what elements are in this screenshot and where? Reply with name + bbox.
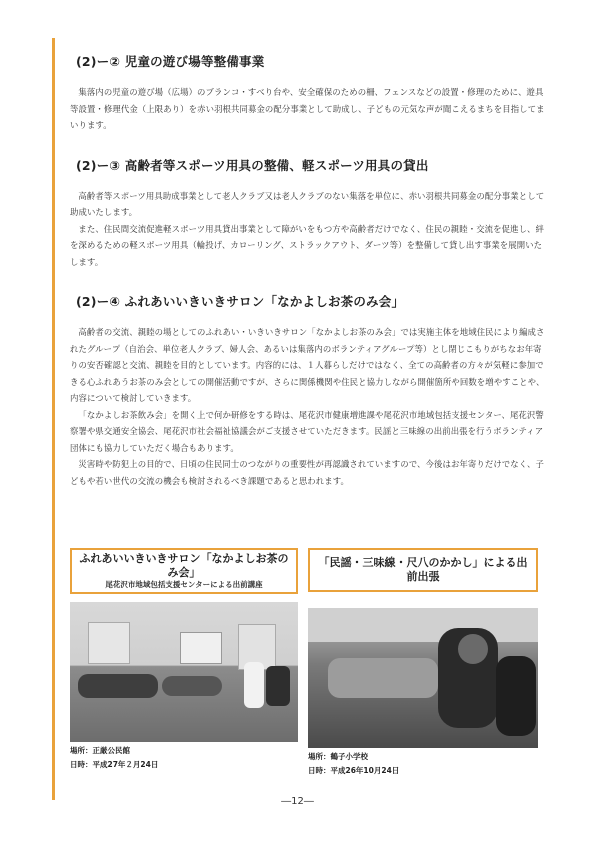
photo-place: 場所：正厳公民館	[70, 746, 130, 755]
photo-date: 日時：平成27年２月24日	[70, 760, 159, 769]
photo-place: 場所：鶴子小学校	[308, 752, 368, 761]
salon-photo	[70, 602, 298, 742]
section-paragraph: 高齢者等スポーツ用具助成事業として老人クラブ又は老人クラブのない集落を単位に、赤い羽根共同募金の配分事業として助成いたします。	[70, 190, 545, 217]
photo-caption-title: 「民謡・三味線・尺八のかかし」による出前出張	[318, 556, 528, 583]
left-accent-bar	[52, 38, 55, 800]
page-number: ―12―	[281, 796, 314, 807]
photo-caption-title: ふれあいいきいきサロン「なかよしお茶のみ会」	[79, 552, 289, 579]
section-sports-equipment	[70, 156, 548, 271]
section-heading: (2)ー③ 高齢者等スポーツ用具の整備、軽スポーツ用具の貸出	[76, 157, 429, 173]
photo-caption-box	[308, 548, 538, 592]
photo-area	[70, 548, 540, 775]
photo-caption-subtitle: 尾花沢市地域包括支援センターによる出前講座	[105, 580, 263, 589]
section-heading: (2)ー② 児童の遊び場等整備事業	[76, 54, 265, 69]
section-paragraph: 集落内の児童の遊び場（広場）のブランコ・すべり台や、安全確保のための柵、フェンスなどの設置・修理のために、遊具等設置・修理代金（上限あり）を赤い羽根共同募金の配分事業として助成し、子どもの元気な声が聞こえるまちを目指してまいります。	[70, 87, 545, 130]
section-paragraph: 災害時や防犯上の目的で、日頃の住民同士のつながりの重要性が再認識されていますので、今後はお年寄りだけでなく、子どもや若い世代の交流の機会も検討されるべき課題であると思われます。	[70, 459, 545, 486]
photo-date: 日時：平成26年10月24日	[308, 766, 400, 775]
section-paragraph: 高齢者の交流、親睦の場としてのふれあい・いきいきサロン「なかよしお茶のみ会」では実施主体を地域住民により編成されたグループ（自治会、単位老人クラブ、婦人会、あるいは集落内のボランティアグループ等）とし閉じこもりがちなお年寄りの安否確認と交流、親睦を目的としています。内容的には、１人暮らしだけではなく、全ての高齢者の方々が気軽に参加できる心ふれあうお茶のみ会としての開催活動ですが、さらに関係機関や住民と協力しながら開催箇所や回数を増やすことや、内容について検討していきます。	[70, 327, 545, 403]
photo-caption-box	[70, 548, 298, 594]
photo-block-folk-music	[308, 548, 538, 776]
section-heading: (2)ー④ ふれあいいきいきサロン「なかよしお茶のみ会」	[76, 294, 405, 309]
main-content	[70, 52, 548, 511]
section-paragraph: 「なかよしお茶飲み会」を開く上で何か研修をする時は、尾花沢市健康増進課や尾花沢市地域包括支援センター、尾花沢警察署や県交通安全協会、尾花沢市社会福祉協議会がご支援させていただきます。民謡と三味線の出前出張を行うボランティア団体にも協力していただく場合もあります。	[70, 409, 544, 453]
photo-block-salon	[70, 548, 298, 770]
section-playground	[70, 52, 548, 134]
folk-music-photo	[308, 608, 538, 748]
section-salon	[70, 292, 548, 489]
section-paragraph: また、住民間交流促進軽スポーツ用具貸出事業として障がいをもつ方や高齢者だけでなく、住民の親睦・交流を促進し、絆を深めるための軽スポーツ用具（輪投げ、カローリング、ストラックアウト、ダーツ等）を整備して貸し出す事業を展開いたします。	[70, 223, 545, 267]
